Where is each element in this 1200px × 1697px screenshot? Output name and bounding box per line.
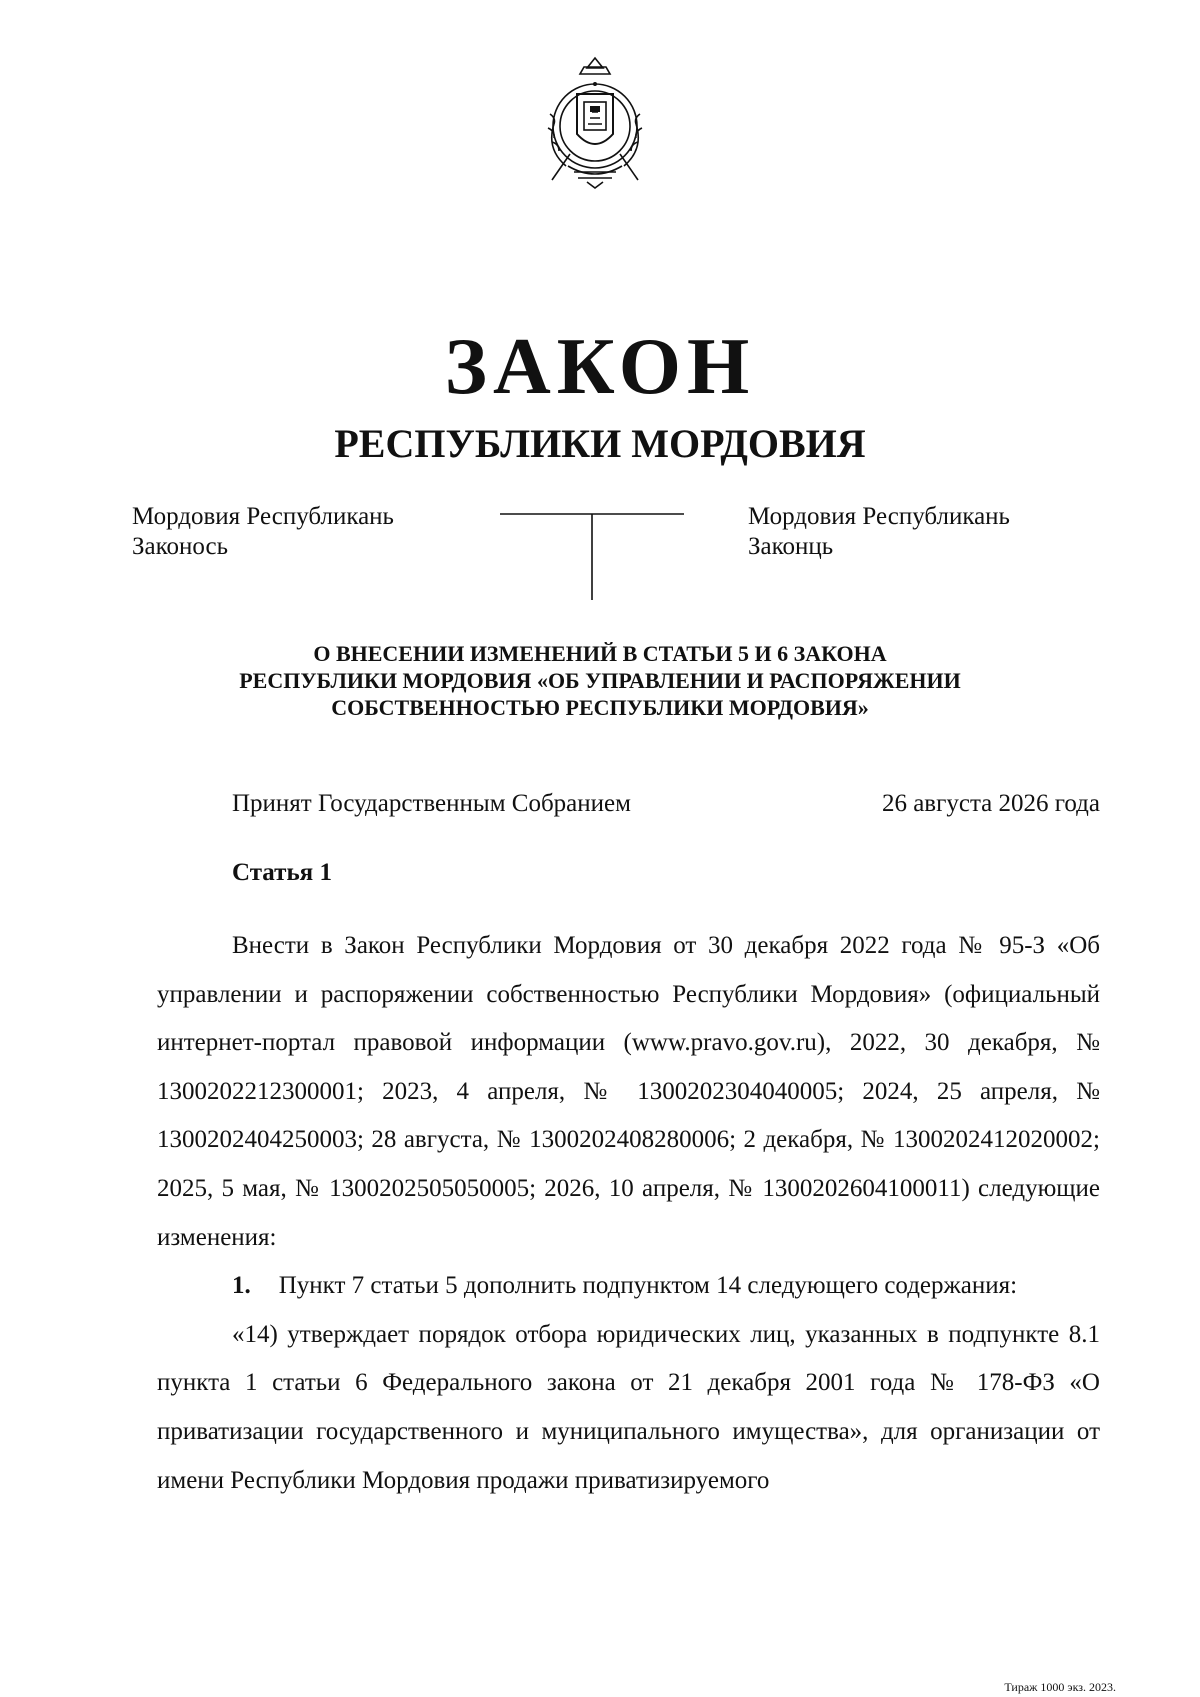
header-right-line: Законць xyxy=(748,533,834,560)
law-heading xyxy=(100,640,1100,721)
article-title: Статья 1 xyxy=(232,859,332,886)
header-right-block xyxy=(748,502,1010,562)
law-title: ЗАКОН xyxy=(444,323,756,411)
header-left-line: Мордовия Республикань xyxy=(132,503,394,530)
article-quote: «14) утверждает порядок отбора юридических лиц, указанных в подпункте 8.1 пункта 1 статьи 6 Федерального закона от 21 декабря 2001 года № 178-ФЗ «О приватизации государственного и муниципального имущества», для организации от имени Республики Мордовия продажи приватизируемого xyxy=(157,1320,1100,1494)
header-left-line: Законось xyxy=(132,533,228,560)
law-subtitle: РЕСПУБЛИКИ МОРДОВИЯ xyxy=(334,421,866,466)
article-body xyxy=(157,922,1100,1505)
adopted-date: 26 августа 2026 года xyxy=(881,790,1100,817)
article-point xyxy=(157,1262,1100,1311)
law-heading-line: СОБСТВЕННОСТЬЮ РЕСПУБЛИКИ МОРДОВИЯ» xyxy=(331,695,869,720)
point-number: 1. xyxy=(232,1272,251,1300)
adopted-label: Принят Государственным Собранием xyxy=(232,790,631,817)
article-intro: Внести в Закон Республики Мордовия от 30 декабря 2022 года № 95-З «Об управлении и распоряжении собственностью Республики Мордовия» (официальный интернет-портал правовой информации (www.pravo.gov.ru), 2022, 30 декабря, № 1300202212300001; 2023, 4 апреля, № 1300202304040005; 2024, 25 апреля, № 1300202404250003; 28 августа, № 1300202408280006; 2 декабря, № 1300202412020002; 2025, 5 мая, № 1300202505050005; 2026, 10 апреля, № 1300202604100011) следующие изменения: xyxy=(157,932,1100,1251)
header-left-block xyxy=(132,502,394,562)
law-heading-line: РЕСПУБЛИКИ МОРДОВИЯ «ОБ УПРАВЛЕНИИ И РАСПОРЯЖЕНИИ xyxy=(239,668,961,693)
law-heading-line: О ВНЕСЕНИИ ИЗМЕНЕНИЙ В СТАТЬИ 5 И 6 ЗАКОНА xyxy=(313,641,887,666)
coat-of-arms-icon xyxy=(532,54,658,190)
print-run-note: Тираж 1000 экз. 2023. xyxy=(1004,1680,1116,1694)
point-text: Пункт 7 статьи 5 дополнить подпунктом 14 следующего содержания: xyxy=(278,1272,1018,1300)
header-t-divider xyxy=(500,512,684,602)
header-right-line: Мордовия Республикань xyxy=(748,503,1010,530)
